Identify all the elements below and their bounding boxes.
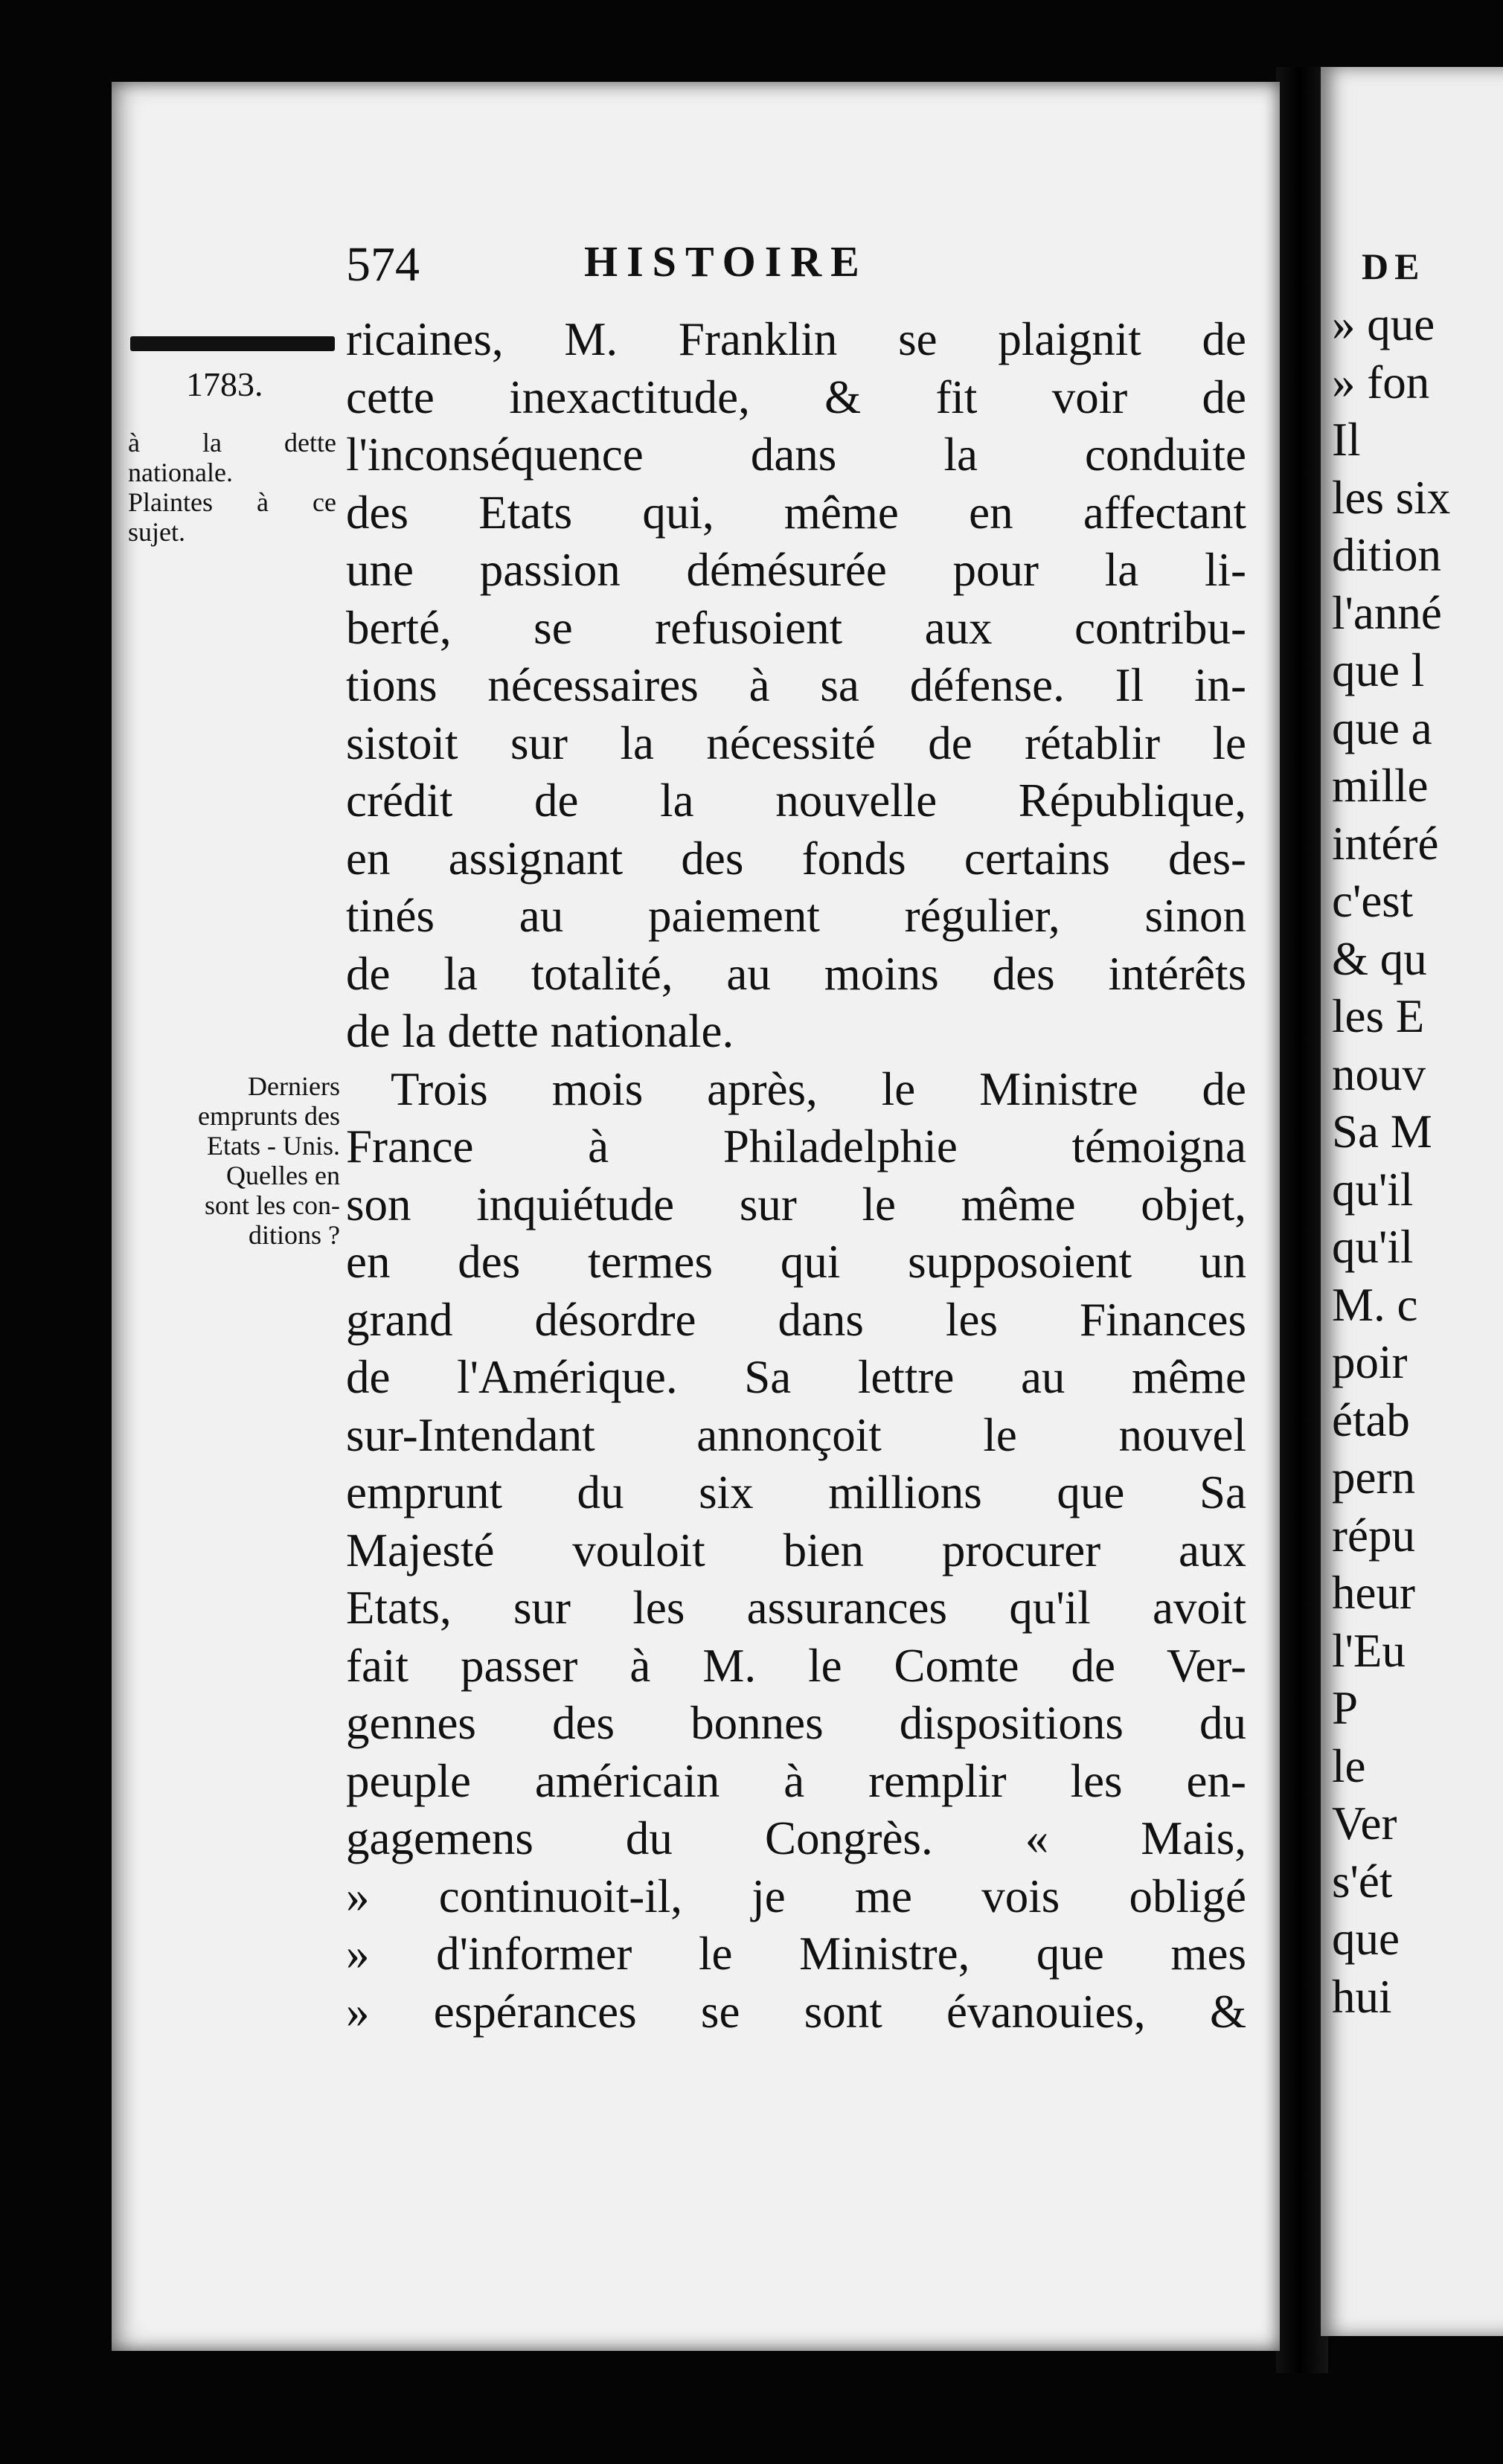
main-text-block [346,311,1246,2041]
facing-text-line: répu [1332,1509,1415,1562]
text-line: cette inexactitude, & fit voir de [346,370,1246,423]
text-line: en des termes qui supposoient un [346,1236,1246,1288]
text-line: » d'informer le Ministre, que mes [346,1928,1246,1980]
text-line: ricaines, M. Franklin se plaignit de [346,313,1246,365]
facing-text-line: l'anné [1332,586,1442,639]
facing-text-line: étab [1332,1393,1410,1446]
margin-note-line: sujet. [128,517,185,547]
facing-text-line: le [1332,1739,1366,1792]
facing-page-text [1332,237,1450,2026]
text-line: Trois mois après, le Ministre de [391,1062,1246,1115]
text-line: l'inconséquence dans la conduite [346,429,1246,481]
text-line: fait passer à M. le Comte de Ver- [346,1639,1246,1692]
text-line: sur-Intendant annonçoit le nouvel [346,1408,1246,1461]
facing-running-head: DE [1362,246,1426,287]
margin-note-line: sont les con- [205,1190,340,1220]
text-line: Etats, sur les assurances qu'il avoit [346,1582,1246,1634]
facing-text-line: hui [1332,1970,1392,2023]
text-line: » continuoit-il, je me vois obligé [346,1870,1246,1922]
text-line: crédit de la nouvelle République, [346,774,1246,827]
facing-text-line: intéré [1332,817,1439,870]
text-line: des Etats qui, même en affectant [346,486,1246,539]
text-line: en assignant des fonds certains des- [346,832,1246,885]
text-line: berté, se refusoient aux contribu- [346,601,1246,654]
margin-note-loans [128,1071,340,1250]
margin-note-line: Derniers [248,1071,340,1101]
text-line: tions nécessaires à sa défense. Il in- [346,659,1246,711]
facing-text-line: mille [1332,760,1429,812]
text-line: France à Philadelphie témoigna [346,1120,1246,1172]
text-line: de l'Amérique. Sa lettre au même [346,1351,1246,1403]
facing-text-line: nouv [1332,1047,1426,1100]
text-line: » espérances se sont évanouies, & [346,1985,1246,2038]
margin-note-line: Quelles en [226,1161,340,1190]
facing-text-line: s'ét [1332,1855,1393,1908]
facing-text-line: » fon [1332,356,1430,408]
text-line: de la totalité, au moins des intérêts [346,947,1246,1000]
facing-text-line: Il [1332,414,1361,466]
text-line: emprunt du six millions que Sa [346,1466,1246,1518]
facing-text-line: que [1332,1913,1400,1965]
margin-note-line: emprunts des [198,1101,340,1131]
text-line: gagemens du Congrès. « Mais, [346,1812,1246,1864]
facing-text-line: P [1332,1682,1359,1734]
text-line: de la dette nationale. [346,1005,734,1057]
facing-text-line: les six [1332,471,1451,524]
running-head: HISTOIRE [584,237,868,286]
text-line: sistoit sur la nécessité de rétablir le [346,716,1246,769]
text-line: son inquiétude sur le même objet, [346,1178,1246,1231]
facing-text-line: & qu [1332,932,1427,985]
margin-note-debt [128,428,336,547]
facing-text-line: Ver [1332,1797,1397,1849]
text-line: tinés au paiement régulier, sinon [346,890,1246,942]
facing-text-line: que l [1332,644,1425,696]
facing-text-line: c'est [1332,875,1414,927]
text-line: grand désordre dans les Finances [346,1293,1246,1346]
margin-year: 1783. [186,365,263,403]
text-line: peuple américain à remplir les en- [346,1754,1246,1807]
margin-note-line: Plaintes à ce [128,487,336,517]
facing-text-line: heur [1332,1567,1415,1619]
margin-note-line: ditions ? [249,1220,340,1250]
margin-note-line: nationale. [128,458,233,487]
facing-text-line: Sa M [1332,1106,1432,1158]
facing-text-line: l'Eu [1332,1624,1406,1677]
facing-text-line: poir [1332,1336,1408,1388]
text-line: une passion démésurée pour la li- [346,544,1246,596]
facing-text-line: que a [1332,702,1432,754]
text-line: gennes des bonnes dispositions du [346,1697,1246,1749]
facing-text-line: qu'il [1332,1163,1414,1216]
margin-rule [130,336,335,351]
facing-text-line: » que [1332,298,1435,350]
margin-note-line: à la dette [128,428,336,458]
text-line: Majesté vouloit bien procurer aux [346,1524,1246,1576]
facing-text-line: les E [1332,990,1425,1042]
facing-text-line: pern [1332,1451,1415,1504]
margin-note-line: Etats - Unis. [207,1131,340,1161]
page-number: 574 [346,237,420,292]
facing-text-line: qu'il [1332,1221,1414,1273]
facing-text-line: dition [1332,529,1442,581]
facing-text-line: M. c [1332,1278,1418,1331]
